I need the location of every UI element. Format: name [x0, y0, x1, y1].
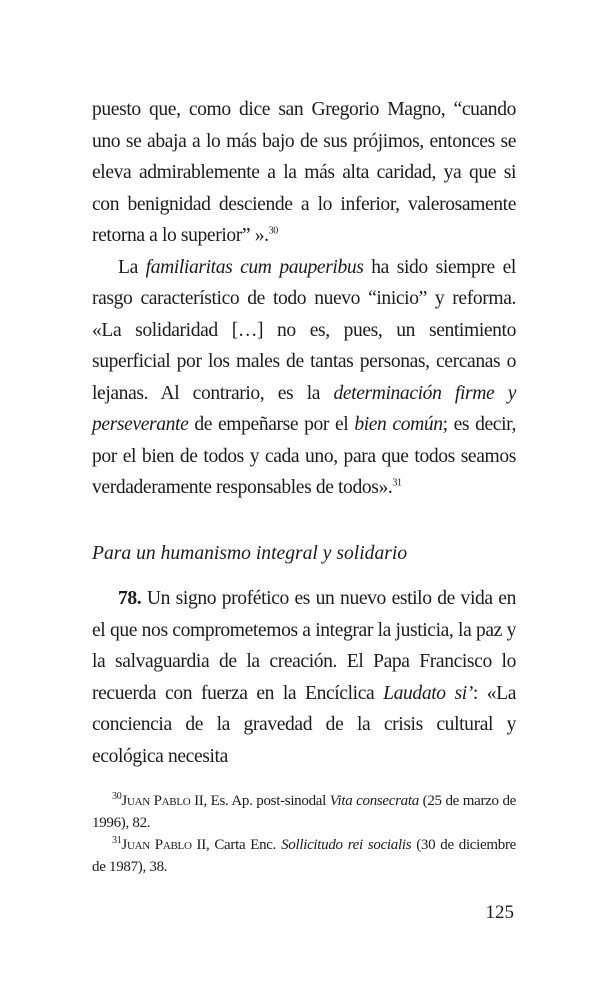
- footnote-author: Juan Pablo II: [121, 837, 206, 853]
- paragraph-text: La: [118, 256, 146, 278]
- paragraph-text: ; es decir, por el bien de todos y cada uno, para que todos seamos verdaderamente responsables de todos».: [92, 414, 516, 498]
- italic-term: familiaritas cum pauperibus: [145, 256, 364, 278]
- footnote-title: Vita consecrata: [329, 793, 419, 809]
- page-body: [92, 94, 516, 772]
- paragraph-number: 78.: [118, 588, 142, 609]
- paragraph-text: Un signo profético es un nuevo estilo de vida en el que nos comprometemos a integrar la justicia, la paz y la salvaguardia de la creación. El Papa Francisco lo recuerda con fuerza en la Encíclica: [92, 588, 516, 704]
- footnote-30: [92, 790, 516, 834]
- footnote-marker: 31: [112, 835, 122, 846]
- footnote-ref: 30: [268, 225, 278, 237]
- footnote-title: Sollicitudo rei socialis: [281, 837, 412, 853]
- footnote-31: [92, 834, 516, 878]
- italic-term: Laudato si’: [383, 682, 473, 704]
- footnote-marker: 30: [112, 791, 122, 802]
- footnotes: [92, 790, 516, 878]
- paragraph-continuation: [92, 94, 516, 252]
- section-heading: Para un humanismo integral y solidario: [92, 542, 408, 564]
- paragraph-text: puesto que, como dice san Gregorio Magno, “cuando uno se abaja a lo más bajo de sus prójimos, entonces se eleva admirablemente a la más alta caridad, ya que si con benignidad desciende a lo inferior, valerosamente retorna a lo superior” ».: [92, 99, 516, 246]
- footnote-text: , Es. Ap. post-sinodal: [203, 793, 330, 809]
- paragraph-78: [92, 583, 516, 772]
- footnote-text: , Carta Enc.: [205, 837, 282, 853]
- italic-term: bien común: [354, 414, 443, 435]
- footnote-ref: 31: [392, 477, 402, 489]
- footnote-author: Juan Pablo II: [121, 793, 204, 809]
- paragraph-familiaritas: [92, 252, 516, 504]
- page-number: 125: [485, 902, 514, 923]
- footnote-text: (30 de diciembre de 1987), 38.: [92, 837, 517, 875]
- paragraph-text: de empeñarse por el: [188, 414, 355, 435]
- footnote-text: (25 de marzo de 1996), 82.: [92, 793, 516, 831]
- paragraph-text: : «La conciencia de la gravedad de la crisis cultural y ecológica necesita: [92, 682, 517, 767]
- paragraph-text: ha sido siempre el rasgo característico de todo nuevo “inicio” y reforma. «La solidaridad […] no es, pues, un sentimiento superficial por los males de tantas personas, cercanas o lejanas. Al contrario, es la: [92, 256, 516, 404]
- italic-term: determinación firme y perseverante: [92, 382, 516, 435]
